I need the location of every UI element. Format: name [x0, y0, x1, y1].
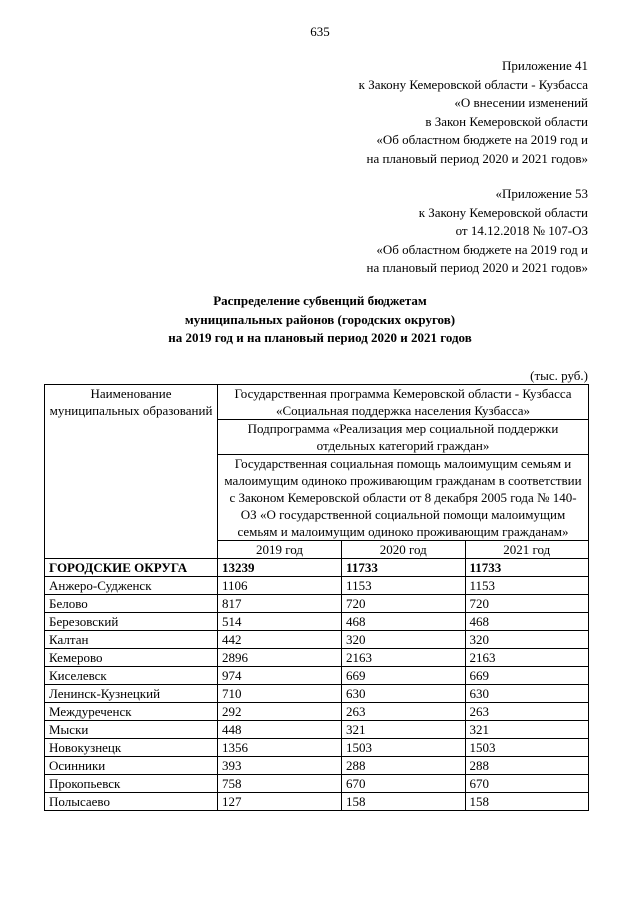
- title-line: Распределение субвенций бюджетам: [213, 293, 427, 308]
- value-2020-cell: 263: [342, 703, 465, 721]
- value-2019-cell: 127: [218, 793, 342, 811]
- value-2020-cell: 288: [342, 757, 465, 775]
- value-2019-cell: 442: [218, 631, 342, 649]
- value-2021-cell: 2163: [465, 649, 589, 667]
- value-2021-cell: 11733: [465, 559, 589, 577]
- value-2021-cell: 1153: [465, 577, 589, 595]
- value-2019-cell: 1106: [218, 577, 342, 595]
- name-column-header: Наименование муниципальных образований: [45, 385, 218, 559]
- table-row: [45, 739, 589, 757]
- appendix-line: на плановый период 2020 и 2021 годов»: [366, 150, 588, 166]
- value-2021-cell: 670: [465, 775, 589, 793]
- value-2021-cell: 468: [465, 613, 589, 631]
- value-2019-cell: 448: [218, 721, 342, 739]
- value-2019-cell: 758: [218, 775, 342, 793]
- appendix-41-block: [359, 57, 588, 169]
- value-2019-cell: 393: [218, 757, 342, 775]
- measure-header: Государственная социальная помощь малоимущим семьям и малоимущим одиноко проживающим гражданам в соответствии с Законом Кемеровской области от 8 декабря 2005 года № 140-ОЗ «О государственной социальной помощи малоимущим семьям и малоимущим одиноко проживающим гражданам»: [218, 455, 589, 541]
- units-label: (тыс. руб.): [530, 368, 588, 383]
- municipality-name-cell: Киселевск: [45, 667, 218, 685]
- municipality-name-cell: Прокопьевск: [45, 775, 218, 793]
- value-2020-cell: 1503: [342, 739, 465, 757]
- municipality-name-cell: Полысаево: [45, 793, 218, 811]
- value-2020-cell: 720: [342, 595, 465, 613]
- municipality-name-cell: Ленинск-Кузнецкий: [45, 685, 218, 703]
- appendix-line: «О внесении изменений: [454, 95, 588, 111]
- value-2019-cell: 514: [218, 613, 342, 631]
- appendix-line: к Закону Кемеровской области - Кузбасса: [358, 76, 588, 92]
- value-2021-cell: 1503: [465, 739, 589, 757]
- value-2021-cell: 158: [465, 793, 589, 811]
- municipality-name-cell: ГОРОДСКИЕ ОКРУГА: [45, 559, 218, 577]
- municipality-name-cell: Березовский: [45, 613, 218, 631]
- table-row: [45, 577, 589, 595]
- table-row: [45, 595, 589, 613]
- value-2019-cell: 974: [218, 667, 342, 685]
- appendix-53-block: [367, 185, 589, 278]
- municipality-name-cell: Калтан: [45, 631, 218, 649]
- appendix-line: «Об областном бюджете на 2019 год и: [376, 241, 588, 257]
- appendix-line: на плановый период 2020 и 2021 годов»: [366, 260, 588, 276]
- appendix-line: в Закон Кемеровской области: [425, 113, 588, 129]
- value-2020-cell: 320: [342, 631, 465, 649]
- value-2021-cell: 320: [465, 631, 589, 649]
- municipality-name-cell: Осинники: [45, 757, 218, 775]
- value-2021-cell: 321: [465, 721, 589, 739]
- program-header: Государственная программа Кемеровской области - Кузбасса «Социальная поддержка населения Кузбасса»: [218, 385, 589, 420]
- subprogram-header: Подпрограмма «Реализация мер социальной поддержки отдельных категорий граждан»: [218, 420, 589, 455]
- value-2019-cell: 817: [218, 595, 342, 613]
- page-number: 635: [310, 24, 330, 39]
- table-row: [45, 703, 589, 721]
- table-row: [45, 649, 589, 667]
- value-2020-cell: 669: [342, 667, 465, 685]
- value-2021-cell: 669: [465, 667, 589, 685]
- value-2019-cell: 2896: [218, 649, 342, 667]
- value-2020-cell: 670: [342, 775, 465, 793]
- municipality-name-cell: Мыски: [45, 721, 218, 739]
- value-2021-cell: 630: [465, 685, 589, 703]
- municipality-name-cell: Анжеро-Судженск: [45, 577, 218, 595]
- municipality-name-cell: Междуреченск: [45, 703, 218, 721]
- table-row: [45, 757, 589, 775]
- year-header-2020: 2020 год: [342, 541, 465, 559]
- municipality-name-cell: Кемерово: [45, 649, 218, 667]
- value-2020-cell: 158: [342, 793, 465, 811]
- value-2020-cell: 468: [342, 613, 465, 631]
- value-2019-cell: 292: [218, 703, 342, 721]
- municipality-name-cell: Белово: [45, 595, 218, 613]
- value-2020-cell: 2163: [342, 649, 465, 667]
- value-2020-cell: 321: [342, 721, 465, 739]
- value-2020-cell: 1153: [342, 577, 465, 595]
- value-2020-cell: 630: [342, 685, 465, 703]
- value-2021-cell: 263: [465, 703, 589, 721]
- year-header-2021: 2021 год: [465, 541, 589, 559]
- appendix-line: Приложение 41: [501, 58, 588, 73]
- appendix-line: «Об областном бюджете на 2019 год и: [376, 132, 588, 148]
- year-header-2019: 2019 год: [218, 541, 342, 559]
- table-row: [45, 631, 589, 649]
- value-2019-cell: 1356: [218, 739, 342, 757]
- table-row: [45, 559, 589, 577]
- municipality-name-cell: Новокузнецк: [45, 739, 218, 757]
- title-line: на 2019 год и на плановый период 2020 и 2021 годов: [168, 330, 472, 346]
- appendix-line: «Приложение 53: [495, 186, 588, 201]
- appendix-line: к Закону Кемеровской области: [418, 204, 588, 220]
- table-row: [45, 793, 589, 811]
- value-2021-cell: 288: [465, 757, 589, 775]
- subvention-table: [44, 384, 589, 811]
- table-row: [45, 667, 589, 685]
- appendix-line: от 14.12.2018 № 107-ОЗ: [455, 223, 588, 239]
- value-2021-cell: 720: [465, 595, 589, 613]
- document-title: [0, 292, 640, 348]
- value-2019-cell: 710: [218, 685, 342, 703]
- table-row: [45, 721, 589, 739]
- title-line: муниципальных районов (городских округов): [184, 311, 456, 327]
- value-2020-cell: 11733: [342, 559, 465, 577]
- value-2019-cell: 13239: [218, 559, 342, 577]
- table-row: [45, 613, 589, 631]
- table-row: [45, 775, 589, 793]
- table-row: [45, 685, 589, 703]
